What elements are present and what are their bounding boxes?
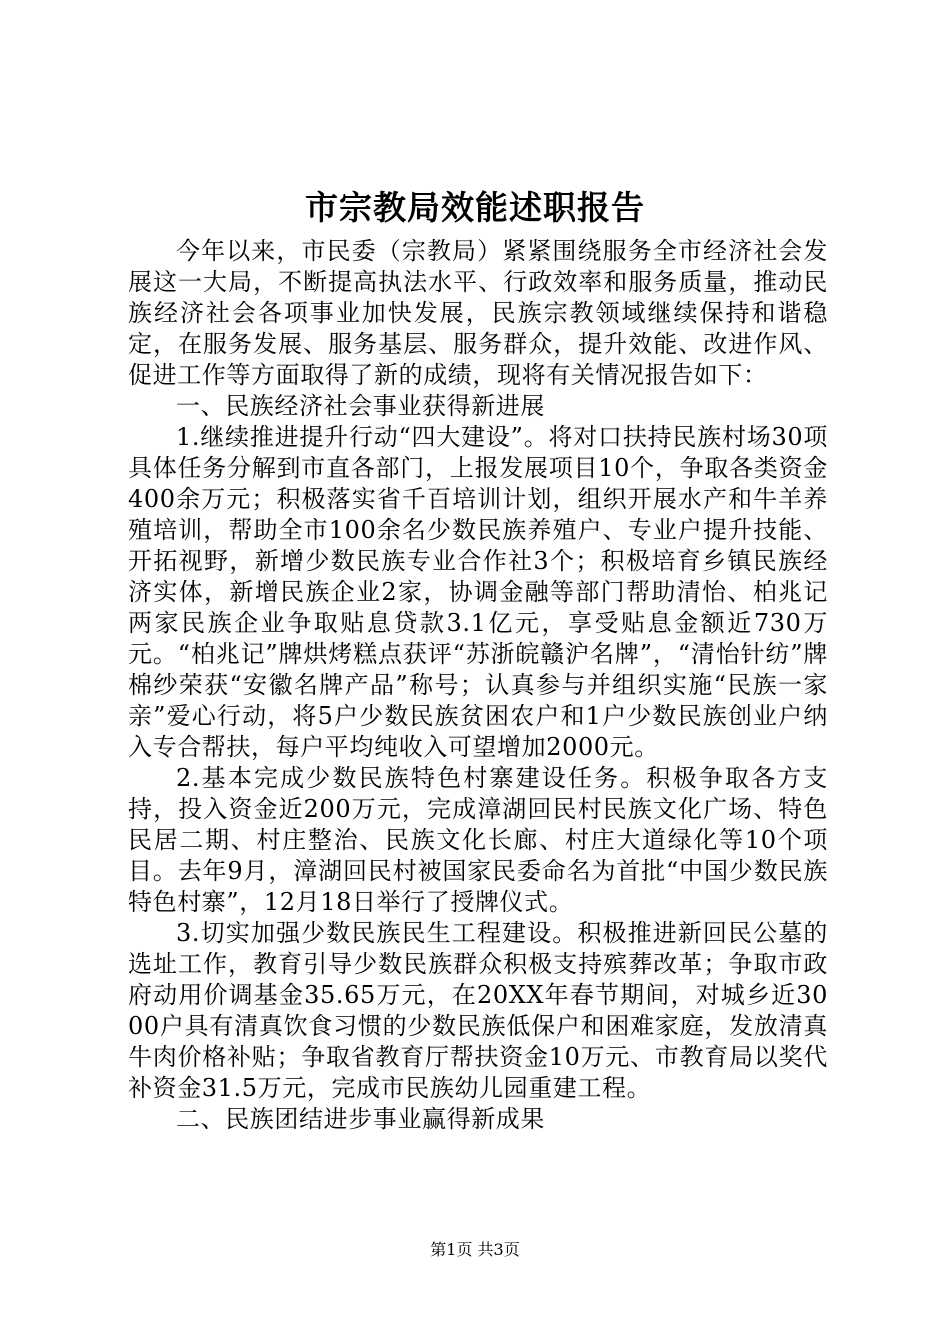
item-paragraph-2: 2.基本完成少数民族特色村寨建设任务。积极争取各方支持，投入资金近200万元，完成漳湖回民村民族文化广场、特色民居二期、村庄整治、民族文化长廊、村庄大道绿化等10个项目。去年9月，漳湖回民村被国家民委命名为首批“中国少数民族特色村寨”，12月18日举行了授牌仪式。	[128, 764, 828, 916]
section-heading-2: 二、民族团结进步事业赢得新成果	[176, 1105, 545, 1133]
intro-paragraph: 今年以来，市民委（宗教局）紧紧围绕服务全市经济社会发展这一大局，不断提高执法水平、行政效率和服务质量，推动民族经济社会各项事业加快发展，民族宗教领域继续保持和谐稳定，在服务发展、服务基层、服务群众，提升效能、改进作风、促进工作等方面取得了新的成绩，现将有关情况报告如下：	[128, 237, 828, 389]
section-heading-1: 一、民族经济社会事业获得新进展	[176, 392, 545, 420]
item-paragraph-3: 3.切实加强少数民族民生工程建设。积极推进新回民公墓的选址工作，教育引导少数民族群众积极支持殡葬改革；争取市政府动用价调基金35.65万元，在20XX年春节期间，对城乡近3000户具有清真饮食习惯的少数民族低保户和困难家庭，发放清真牛肉价格补贴；争取省教育厅帮扶资金10万元、市教育局以奖代补资金31.5万元，完成市民族幼儿园重建工程。	[128, 919, 828, 1102]
document-body	[128, 236, 828, 1135]
page-indicator: 第1页 共3页	[430, 1240, 520, 1259]
document-title: 市宗教局效能述职报告	[305, 188, 645, 227]
item-paragraph-1: 1.继续推进提升行动“四大建设”。将对口扶持民族村场30项具体任务分解到市直各部门，上报发展项目10个，争取各类资金400余万元；积极落实省千百培训计划，组织开展水产和牛羊养殖培训，帮助全市100余名少数民族养殖户、专业户提升技能、开拓视野，新增少数民族专业合作社3个；积极培育乡镇民族经济实体，新增民族企业2家，协调金融等部门帮助清怡、柏兆记两家民族企业争取贴息贷款3.1亿元，享受贴息金额近730万元。“柏兆记”牌烘烤糕点获评“苏浙皖赣沪名牌”，“清怡针纺”牌棉纱荣获“安徽名牌产品”称号；认真参与并组织实施“民族一家亲”爱心行动，将5户少数民族贫困农户和1户少数民族创业户纳入专合帮扶，每户平均纯收入可望增加2000元。	[128, 423, 828, 761]
